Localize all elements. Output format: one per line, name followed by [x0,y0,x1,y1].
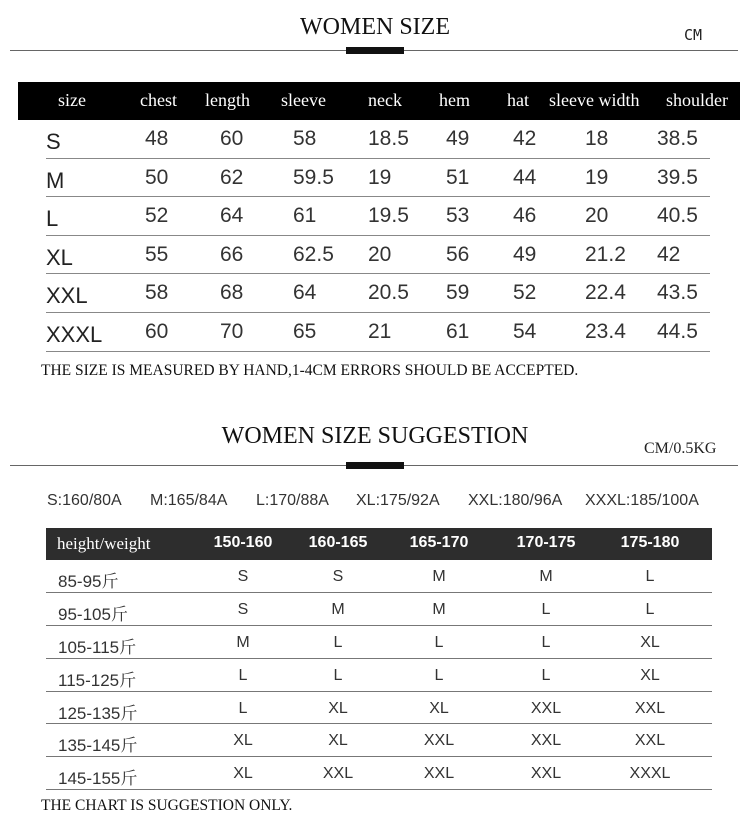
suggested-size: L [541,600,551,618]
suggested-size: S [237,600,249,618]
column-header: size [58,90,86,110]
height-column-header: 175-180 [620,534,680,551]
suggested-size: XXL [530,765,562,783]
table-row [46,560,712,593]
table-cell: 60 [145,319,169,343]
suggested-size: XXL [322,765,354,783]
table-cell: 61 [446,319,470,343]
table-cell: 20.5 [368,281,409,305]
height-column-header: 160-165 [308,534,368,551]
table-cell: 50 [145,165,169,189]
suggested-size: L [541,666,551,684]
suggested-size: XXL [634,699,666,717]
size-label: XXL [46,283,88,309]
table-cell: 20 [368,242,392,266]
suggested-size: XL [429,699,449,717]
table-cell: 39.5 [657,165,698,189]
size-label: XL [46,244,73,270]
suggested-size: S [237,568,249,585]
size-code: XXXL:185/100A [585,492,699,509]
suggested-size: L [434,633,444,651]
table-cell: 70 [220,319,244,343]
suggested-size: XXL [423,765,455,783]
size-code: M:165/84A [150,492,228,509]
table-cell: 42 [657,242,681,266]
suggested-size: L [238,699,248,717]
unit-label: CM [684,26,703,44]
weight-range: 115-125斤 [58,670,137,690]
suggested-size: M [331,600,345,618]
suggested-size: XXL [423,732,455,750]
suggested-size: L [333,666,343,684]
weight-range: 135-145斤 [58,736,138,756]
table-cell: 59.5 [293,165,334,189]
table-cell: 21 [368,319,392,343]
table-cell: 65 [293,319,317,343]
suggested-size: XL [233,732,253,750]
table-cell: 19 [585,165,609,189]
table-cell: 19.5 [368,204,409,228]
size-label: XXXL [46,321,103,347]
size-code: XL:175/92A [356,492,440,509]
suggested-size: XL [233,765,253,783]
size-suggestion-title: WOMEN SIZE SUGGESTION [221,423,529,449]
table-cell: 64 [293,281,317,305]
table-cell: 18.5 [368,127,409,150]
measurement-note: THE SIZE IS MEASURED BY HAND,1-4CM ERRORS SHOULD BE ACCEPTED. [41,362,579,379]
size-code: S:160/80A [47,492,122,509]
suggested-size: XL [640,633,660,651]
size-code: XXL:180/96A [468,492,563,509]
table-cell: 51 [446,165,470,189]
suggested-size: XXL [530,732,562,750]
suggested-size: L [541,633,551,651]
suggested-size: XXXL [629,765,671,783]
table-cell: 44.5 [657,319,698,343]
table-cell: 22.4 [585,281,626,305]
table-row [46,692,712,725]
size-label: S [46,129,61,154]
table-row [46,659,712,692]
table-cell: 38.5 [657,127,698,150]
suggested-size: L [333,633,343,651]
column-header: shoulder [666,90,728,110]
table-cell: 48 [145,127,169,150]
table-cell: 62.5 [293,242,334,266]
table-row [46,593,712,626]
weight-range: 145-155斤 [58,769,138,789]
table-cell: 61 [293,204,317,228]
table-row [46,626,712,659]
table-row [46,724,712,757]
table-row [18,274,740,313]
suggestion-note: THE CHART IS SUGGESTION ONLY. [41,797,293,814]
column-header: sleeve width [549,90,640,110]
table-cell: 53 [446,204,470,228]
size-table-header [18,82,740,120]
size-table-body [18,120,740,352]
table-cell: 44 [513,165,537,189]
weight-range: 125-135斤 [58,703,138,723]
table-row [46,757,712,790]
table-cell: 20 [585,204,609,228]
row-divider [46,789,712,790]
size-label: L [46,206,59,232]
suggestion-table-body [46,560,712,790]
table-cell: 21.2 [585,242,626,266]
table-cell: 55 [145,242,169,266]
table-cell: 52 [513,281,537,305]
column-header: hem [439,90,470,110]
height-column-header: 165-170 [409,534,469,551]
table-row [18,313,740,352]
table-cell: 18 [585,127,609,150]
table-cell: 52 [145,204,169,228]
suggested-size: XL [328,732,348,750]
height-column-header: 170-175 [516,534,576,551]
table-row [18,120,740,159]
table-row [18,159,740,198]
suggestion-table [46,528,712,790]
table-cell: 60 [220,127,244,150]
suggested-size: XL [328,699,348,717]
table-cell: 66 [220,242,244,266]
suggested-size: L [645,600,655,618]
table-cell: 40.5 [657,204,698,228]
row-divider [46,351,710,352]
table-cell: 49 [513,242,537,266]
weight-range: 85-95斤 [58,572,119,591]
column-header: length [205,90,250,110]
column-header: chest [140,90,177,110]
table-cell: 42 [513,127,537,150]
suggested-size: L [238,666,248,684]
suggested-size: M [236,633,250,651]
suggested-size: XL [640,666,660,684]
column-header: hat [507,90,529,110]
table-row [18,197,740,236]
weight-range: 105-115斤 [58,637,137,657]
table-cell: 59 [446,281,470,305]
suggested-size: M [539,568,553,585]
women-size-title: WOMEN SIZE [300,14,450,40]
divider-accent [346,47,404,54]
suggested-size: XXL [634,732,666,750]
suggested-size: L [434,666,444,684]
table-cell: 56 [446,242,470,266]
table-cell: 23.4 [585,319,626,343]
suggested-size: S [332,568,344,585]
table-cell: 58 [293,127,317,150]
suggested-size: L [645,568,655,585]
height-column-header: 150-160 [213,534,273,551]
suggestion-unit-label: CM/0.5KG [644,440,717,457]
table-cell: 19 [368,165,392,189]
column-header: neck [368,90,402,110]
table-cell: 46 [513,204,537,228]
size-code: L:170/88A [256,492,329,509]
suggested-size: M [432,600,446,618]
size-label: M [46,167,65,193]
table-cell: 43.5 [657,281,698,305]
divider-accent [346,462,404,469]
table-cell: 49 [446,127,470,150]
column-header: sleeve [281,90,326,110]
height-weight-label: height/weight [57,534,151,553]
table-cell: 64 [220,204,244,228]
table-cell: 62 [220,165,244,189]
table-cell: 54 [513,319,537,343]
weight-range: 95-105斤 [58,604,128,624]
suggested-size: M [432,568,446,585]
table-cell: 58 [145,281,169,305]
suggestion-table-header [46,528,712,560]
size-code-list [0,492,750,512]
table-row [18,236,740,275]
suggested-size: XXL [530,699,562,717]
size-table [18,82,740,352]
table-cell: 68 [220,281,244,305]
